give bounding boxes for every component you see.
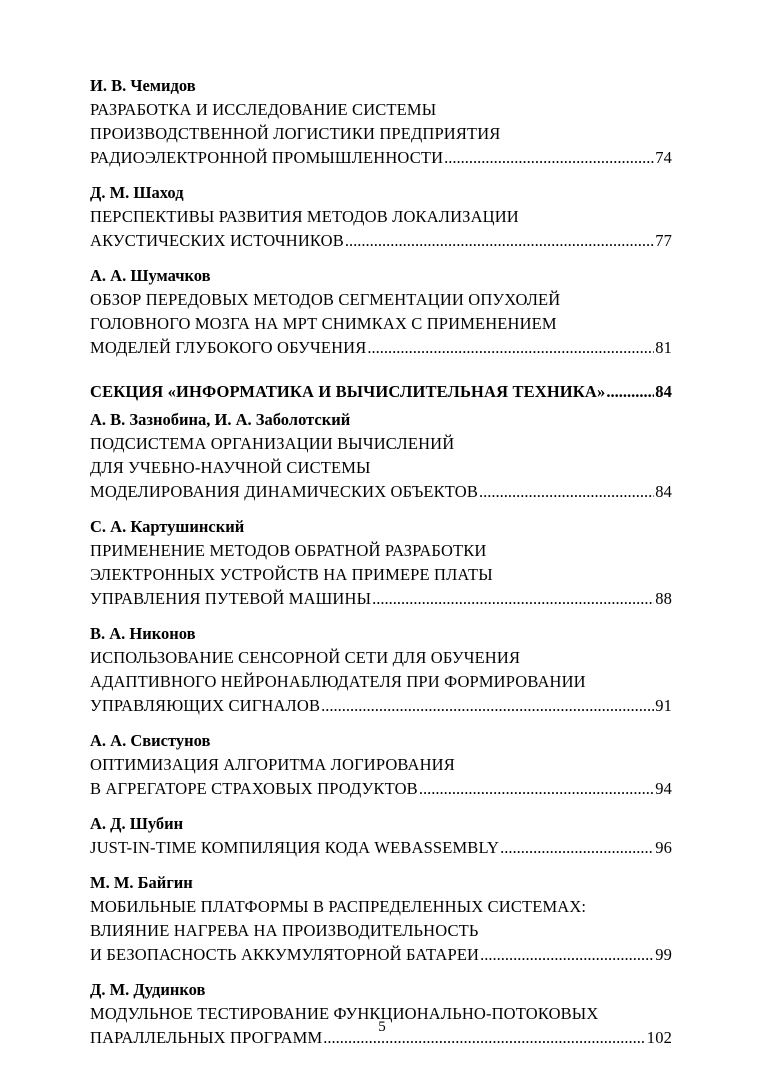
entry-author: А. Д. Шубин (90, 814, 184, 833)
entry-page-number: 94 (655, 779, 672, 798)
entry-title-line: ПРОИЗВОДСТВЕННОЙ ЛОГИСТИКИ ПРЕДПРИЯТИЯ (90, 124, 501, 143)
entry-title-last-line (90, 146, 672, 170)
entry-author: Д. М. Дудинков (90, 980, 206, 999)
toc-entry (90, 978, 672, 1050)
entry-title-line: ИСПОЛЬЗОВАНИЕ СЕНСОРНОЙ СЕТИ ДЛЯ ОБУЧЕНИЯ (90, 648, 521, 667)
entry-title-text: УПРАВЛЯЮЩИХ СИГНАЛОВ (90, 696, 321, 715)
toc-entry (90, 264, 672, 360)
entry-title-last-line (90, 587, 672, 611)
entry-title-line: ПОДСИСТЕМА ОРГАНИЗАЦИИ ВЫЧИСЛЕНИЙ (90, 434, 455, 453)
toc-entry (90, 812, 672, 860)
section-page-number: 84 (655, 382, 672, 401)
toc-entry (90, 729, 672, 801)
entry-title-last-line (90, 943, 672, 967)
leader-dots (345, 229, 654, 253)
entry-title-line: ПРИМЕНЕНИЕ МЕТОДОВ ОБРАТНОЙ РАЗРАБОТКИ (90, 541, 487, 560)
entry-page-number: 84 (655, 482, 672, 501)
entry-page-number: 88 (655, 589, 672, 608)
toc-group-b (90, 408, 672, 1050)
entry-title-text: В АГРЕГАТОРЕ СТРАХОВЫХ ПРОДУКТОВ (90, 779, 418, 798)
section-heading (90, 380, 672, 404)
entry-title-text: РАДИОЭЛЕКТРОННОЙ ПРОМЫШЛЕННОСТИ (90, 148, 444, 167)
entry-author: С. А. Картушинский (90, 517, 245, 536)
entry-page-number: 96 (655, 838, 672, 857)
entry-title-last-line (90, 777, 672, 801)
entry-page-number: 102 (646, 1028, 672, 1047)
entry-author: Д. М. Шаход (90, 183, 184, 202)
toc-entry (90, 74, 672, 170)
leader-dots (419, 777, 654, 801)
entry-title-line: ДЛЯ УЧЕБНО-НАУЧНОЙ СИСТЕМЫ (90, 458, 371, 477)
entry-title-line: ОПТИМИЗАЦИЯ АЛГОРИТМА ЛОГИРОВАНИЯ (90, 755, 455, 774)
entry-author: А. А. Свистунов (90, 731, 211, 750)
leader-dots (480, 943, 654, 967)
leader-dots (444, 146, 654, 170)
leader-dots (606, 380, 654, 404)
entry-title-text: УПРАВЛЕНИЯ ПУТЕВОЙ МАШИНЫ (90, 589, 372, 608)
entry-page-number: 81 (655, 338, 672, 357)
toc-entry (90, 622, 672, 718)
entry-title-last-line (90, 229, 672, 253)
entry-title-last-line (90, 480, 672, 504)
section-title: СЕКЦИЯ «ИНФОРМАТИКА И ВЫЧИСЛИТЕЛЬНАЯ ТЕХНИКА» (90, 382, 606, 401)
entry-page-number: 74 (655, 148, 672, 167)
entry-title-line: ЭЛЕКТРОННЫХ УСТРОЙСТВ НА ПРИМЕРЕ ПЛАТЫ (90, 565, 493, 584)
entry-title-text: АКУСТИЧЕСКИХ ИСТОЧНИКОВ (90, 231, 344, 250)
entry-page-number: 99 (655, 945, 672, 964)
entry-title-text: МОДЕЛИРОВАНИЯ ДИНАМИЧЕСКИХ ОБЪЕКТОВ (90, 482, 479, 501)
entry-title-last-line (90, 836, 672, 860)
leader-dots (500, 836, 654, 860)
entry-title-last-line (90, 336, 672, 360)
entry-author: А. В. Зазнобина, И. А. Заболотский (90, 410, 351, 429)
leader-dots (367, 336, 654, 360)
entry-title-last-line (90, 694, 672, 718)
entry-title-text: ПАРАЛЛЕЛЬНЫХ ПРОГРАММ (90, 1028, 323, 1047)
leader-dots (372, 587, 654, 611)
toc-entry (90, 408, 672, 504)
entry-page-number: 91 (655, 696, 672, 715)
entry-title-text: И БЕЗОПАСНОСТЬ АККУМУЛЯТОРНОЙ БАТАРЕИ (90, 945, 480, 964)
entry-title-line: ПЕРСПЕКТИВЫ РАЗВИТИЯ МЕТОДОВ ЛОКАЛИЗАЦИИ (90, 207, 519, 226)
toc-entry (90, 181, 672, 253)
toc-group-a (90, 74, 672, 360)
entry-title-line: АДАПТИВНОГО НЕЙРОНАБЛЮДАТЕЛЯ ПРИ ФОРМИРОВАНИИ (90, 672, 586, 691)
toc-entry (90, 515, 672, 611)
entry-author: М. М. Байгин (90, 873, 193, 892)
entry-title-line: ГОЛОВНОГО МОЗГА НА МРТ СНИМКАХ С ПРИМЕНЕНИЕМ (90, 314, 557, 333)
entry-page-number: 77 (655, 231, 672, 250)
entry-title-line: МОБИЛЬНЫЕ ПЛАТФОРМЫ В РАСПРЕДЕЛЕННЫХ СИСТЕМАХ: (90, 897, 587, 916)
entry-author: И. В. Чемидов (90, 76, 196, 95)
entry-title-text: МОДЕЛЕЙ ГЛУБОКОГО ОБУЧЕНИЯ (90, 338, 367, 357)
table-of-contents (90, 74, 672, 1061)
leader-dots (479, 480, 654, 504)
toc-entry (90, 871, 672, 967)
entry-title-text: JUST-IN-TIME КОМПИЛЯЦИЯ КОДА WEBASSEMBLY (90, 838, 500, 857)
entry-title-line: РАЗРАБОТКА И ИССЛЕДОВАНИЕ СИСТЕМЫ (90, 100, 437, 119)
page-number-footer: 5 (378, 1019, 386, 1035)
entry-author: В. А. Никонов (90, 624, 196, 643)
entry-title-line: ОБЗОР ПЕРЕДОВЫХ МЕТОДОВ СЕГМЕНТАЦИИ ОПУХОЛЕЙ (90, 290, 561, 309)
leader-dots (321, 694, 654, 718)
entry-title-line: МОДУЛЬНОЕ ТЕСТИРОВАНИЕ ФУНКЦИОНАЛЬНО-ПОТОКОВЫХ (90, 1004, 599, 1023)
entry-title-line: ВЛИЯНИЕ НАГРЕВА НА ПРОИЗВОДИТЕЛЬНОСТЬ (90, 921, 479, 940)
entry-author: А. А. Шумачков (90, 266, 211, 285)
